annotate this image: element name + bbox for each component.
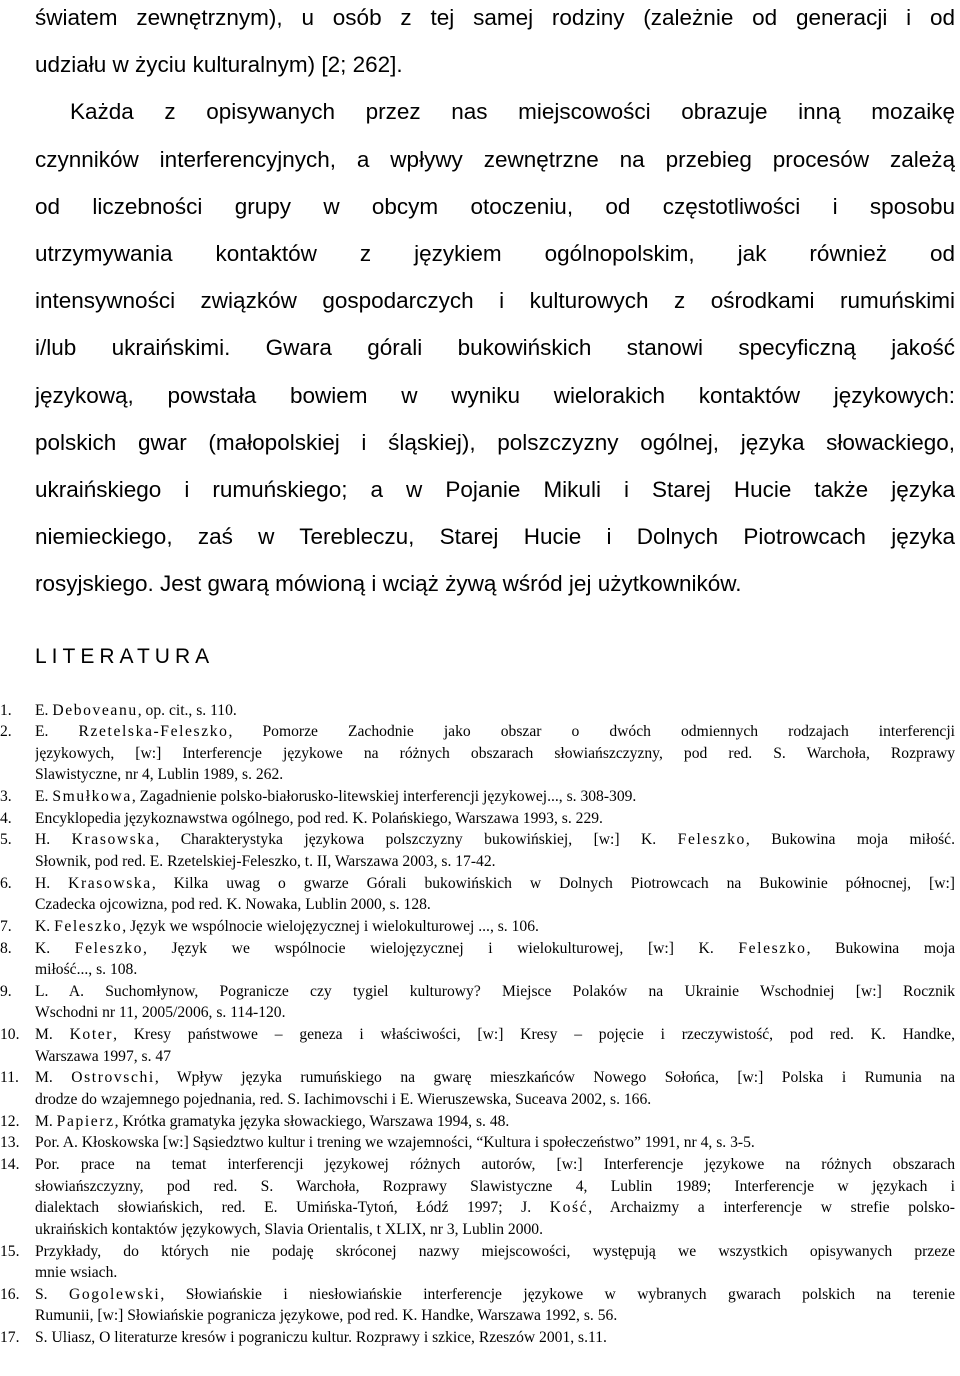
reference-text: drodze do wzajemnego pojednania, red. S. Iachimovschi i E. Wieruszewska, Suceava 2002, s. 166.	[35, 1091, 652, 1109]
reference-item	[0, 829, 960, 872]
reference-text: Rumunii, [w:] Słowiańskie pogranicza językowe, pod red. K. Handke, Warszawa 1992, s. 56.	[35, 1307, 618, 1325]
reference-text: mnie wsiach.	[35, 1264, 118, 1282]
reference-number: 10.	[0, 1026, 20, 1044]
reference-item	[0, 1067, 960, 1110]
reference-number: 12.	[0, 1112, 20, 1130]
reference-line	[35, 1176, 955, 1198]
reference-text: Wschodni nr 11, 2005/2006, s. 114-120.	[35, 1004, 286, 1022]
reference-text: K.	[35, 917, 55, 935]
reference-text: Por. A. Kłoskowska [w:] Sąsiedztwo kultur i trening we wzajemności, “Kultura i społeczeństwo” 1991, nr 4, s. 3-5.	[35, 1134, 755, 1152]
author-name: Feleszko	[74, 939, 144, 957]
reference-line	[35, 808, 955, 830]
reference-line	[35, 1305, 955, 1327]
reference-item	[0, 1327, 960, 1349]
reference-text: H.	[35, 831, 72, 849]
reference-text: ukraińskich kontaktów językowych, Slavia Orientalis, t XLIX, nr 3, Lublin 2000.	[35, 1220, 543, 1238]
author-name: Papierz	[56, 1112, 115, 1130]
author-name: Krasowska	[68, 874, 152, 892]
reference-line	[35, 1046, 955, 1068]
reference-line	[35, 829, 955, 851]
reference-number: 7.	[0, 917, 12, 935]
reference-text: słowiańszczyzny, pod red. S. Warchoła, Rozprawy Slawistyczne 4, Lublin 1989; Interferencje w językach i	[35, 1177, 955, 1195]
paragraph-line: utrzymywania kontaktów z językiem ogólnopolskim, jak również od	[35, 240, 955, 266]
reference-item	[0, 1241, 960, 1284]
reference-text: Slawistyczne, nr 4, Lublin 1989, s. 262.	[35, 766, 284, 784]
author-name: Gogolewski	[69, 1285, 161, 1303]
reference-text: , Wpływ języka rumuńskiego na gwarę mieszkańców Nowego Sołońca, [w:] Polska i Rumunia na	[154, 1069, 955, 1087]
reference-text: , Bukowina moja miłość.	[745, 831, 955, 849]
reference-line	[35, 1154, 955, 1176]
reference-list	[0, 700, 960, 1349]
reference-text: językowych, [w:] Interferencje językowe na różnych obszarach słowiańszczyzny, pod red. S. Warchoła, Rozprawy	[35, 744, 955, 762]
reference-line	[35, 1067, 955, 1089]
reference-text: Przykłady, do których nie podaję skróconej nazwy miejscowości, występują we wszystkich opisywanych przeze	[35, 1242, 955, 1260]
paragraph-line: językową, powstała bowiem w wyniku wielorakich kontaktów językowych:	[35, 382, 955, 408]
author-name: Feleszko	[677, 831, 746, 849]
author-name: Rzetelska-Feleszko	[78, 723, 229, 741]
reference-number: 9.	[0, 982, 12, 1000]
reference-item	[0, 700, 960, 722]
reference-text: L. A. Suchomłynow, Pogranicze czy tygiel kulturowy? Miejsce Polaków na Ukrainie Wschodniej [w:] Rocznik	[35, 982, 955, 1000]
body-paragraph	[35, 0, 955, 607]
reference-text: , Bukowina moja	[806, 939, 955, 957]
reference-line	[35, 700, 955, 722]
reference-line	[35, 959, 955, 981]
reference-number: 3.	[0, 788, 12, 806]
paragraph-line: Każda z opisywanych przez nas miejscowości obrazuje inną mozaikę	[70, 99, 955, 125]
reference-item	[0, 1284, 960, 1327]
paragraph-line: rosyjskiego. Jest gwarą mówioną i wciąż żywą wśród jej użytkowników.	[35, 571, 742, 597]
reference-text: K.	[35, 939, 75, 957]
reference-text: , op. cit., s. 110.	[137, 701, 237, 719]
reference-line	[35, 1219, 955, 1241]
reference-number: 1.	[0, 701, 12, 719]
reference-number: 14.	[0, 1155, 20, 1173]
reference-line	[35, 1327, 955, 1349]
reference-line	[35, 916, 955, 938]
reference-text: , Język we wspólnocie wielojęzycznej i wielokulturowej ..., s. 106.	[122, 917, 539, 935]
reference-number: 13.	[0, 1134, 20, 1152]
author-name: Krasowska	[71, 831, 156, 849]
reference-line	[35, 1111, 955, 1133]
reference-line	[35, 1262, 955, 1284]
reference-text: H.	[35, 874, 69, 892]
reference-text: Czadecka ojcowizna, pod red. K. Nowaka, Lublin 2000, s. 128.	[35, 896, 431, 914]
reference-line	[35, 1284, 955, 1306]
reference-line	[35, 851, 955, 873]
paragraph-line: udziału w życiu kulturalnym) [2; 262].	[35, 52, 403, 78]
paragraph-line: i/lub ukraińskimi. Gwara górali bukowińskich stanowi specyficzną jakość	[35, 335, 955, 361]
reference-number: 8.	[0, 939, 12, 957]
author-name: Ostrovschi	[71, 1069, 155, 1087]
literature-heading: LITERATURA	[35, 645, 215, 668]
reference-item	[0, 873, 960, 916]
paragraph-line: niemieckiego, zaś w Terebleczu, Starej Hucie i Dolnych Piotrowcach języka	[35, 524, 955, 550]
reference-item	[0, 1132, 960, 1154]
reference-text: , Archaizmy a interferencje w strefie polsko-	[588, 1199, 955, 1217]
reference-text: M.	[35, 1069, 72, 1087]
reference-text: M.	[35, 1026, 70, 1044]
reference-text: S.	[35, 1285, 69, 1303]
paragraph-line: intensywności związków gospodarczych i kulturowych z ośrodkami rumuńskimi	[35, 288, 955, 314]
reference-line	[35, 786, 955, 808]
reference-text: , Słowiańskie i niesłowiańskie interferencje językowe w wybranych gwarach polskich na terenie	[160, 1285, 955, 1303]
paragraph-line: światem zewnętrznym), u osób z tej samej rodziny (zależnie od generacji i od	[35, 5, 955, 30]
reference-text: M.	[35, 1112, 57, 1130]
reference-text: miłość..., s. 108.	[35, 961, 138, 979]
reference-line	[35, 981, 955, 1003]
author-name: Feleszko	[738, 939, 807, 957]
reference-line	[35, 1024, 955, 1046]
reference-line	[35, 1132, 955, 1154]
reference-line	[35, 894, 955, 916]
author-name: Deboveanu	[52, 701, 138, 719]
reference-line	[35, 1002, 955, 1024]
reference-text: , Krótka gramatyka języka słowackiego, Warszawa 1994, s. 48.	[114, 1112, 510, 1130]
reference-item	[0, 916, 960, 938]
reference-text: E.	[35, 788, 53, 806]
reference-text: Encyklopedia językoznawstwa ogólnego, pod red. K. Polańskiego, Warszawa 1993, s. 229.	[35, 809, 603, 827]
paragraph-line: czynników interferencyjnych, a wpływy zewnętrzne na przebieg procesów zależą	[35, 146, 955, 172]
reference-item	[0, 938, 960, 981]
reference-line	[35, 764, 955, 786]
reference-text: , Charakterystyka językowa polszczyzny bukowińskiej, [w:] K.	[155, 831, 678, 849]
reference-item	[0, 1111, 960, 1133]
reference-item	[0, 1024, 960, 1067]
reference-text: dialektach słowiańskich, red. E. Umińska-Tytoń, Łódź 1997; J.	[35, 1199, 550, 1217]
reference-number: 16.	[0, 1285, 20, 1303]
reference-text: E.	[35, 723, 79, 741]
paragraph-line: od liczebności grupy w obcym otoczeniu, od częstotliwości i sposobu	[35, 193, 955, 219]
reference-item	[0, 981, 960, 1024]
reference-number: 2.	[0, 723, 12, 741]
reference-line	[35, 1197, 955, 1219]
reference-number: 17.	[0, 1329, 20, 1347]
reference-text: S. Uliasz, O literaturze kresów i pograniczu kultur. Rozprawy i szkice, Rzeszów 2001, s.11.	[35, 1329, 607, 1347]
author-name: Smułkowa	[52, 788, 132, 806]
reference-text: , Pomorze Zachodnie jako obszar o dwóch odmiennych rodzajach interferencji	[228, 723, 955, 741]
author-name: Koter	[69, 1026, 114, 1044]
reference-line	[35, 873, 955, 895]
reference-text: , Kilka uwag o gwarze Górali bukowińskich w Dolnych Piotrowcach na Bukowinie północnej, [w:]	[151, 874, 955, 892]
reference-item	[0, 808, 960, 830]
reference-number: 5.	[0, 831, 12, 849]
reference-number: 15.	[0, 1242, 20, 1260]
reference-text: , Zagadnienie polsko-białorusko-litewskiej interferencji językowej..., s. 308-309.	[131, 788, 637, 806]
reference-text: , Kresy państwowe – geneza i właściwości, [w:] Kresy – pojęcie i rzeczywistość, pod red. K. Handke,	[113, 1026, 955, 1044]
reference-number: 11.	[0, 1069, 19, 1087]
reference-text: Warszawa 1997, s. 47	[35, 1047, 172, 1065]
reference-number: 6.	[0, 874, 12, 892]
reference-line	[35, 938, 955, 960]
reference-text: , Język we wspólnocie wielojęzycznej i wielokulturowej, [w:] K.	[143, 939, 739, 957]
reference-line	[35, 743, 955, 765]
paragraph-line: ukraińskiego i rumuńskiego; a w Pojanie Mikuli i Starej Hucie także języka	[35, 476, 955, 502]
reference-text: Słownik, pod red. E. Rzetelskiej-Feleszko, t. II, Warszawa 2003, s. 17-42.	[35, 852, 496, 870]
author-name: Kość	[549, 1199, 589, 1217]
reference-item	[0, 1154, 960, 1241]
reference-line	[35, 1089, 955, 1111]
reference-line	[35, 721, 955, 743]
reference-item	[0, 721, 960, 786]
reference-item	[0, 786, 960, 808]
reference-text: E.	[35, 701, 53, 719]
reference-line	[35, 1241, 955, 1263]
reference-text: Por. prace na temat interferencji językowej różnych autorów, [w:] Interferencje językowe na różnych obszarach	[35, 1155, 955, 1173]
paragraph-line: polskich gwar (małopolskiej i śląskiej), polszczyzny ogólnej, języka słowackiego,	[35, 429, 955, 455]
reference-number: 4.	[0, 809, 12, 827]
author-name: Feleszko	[54, 917, 123, 935]
